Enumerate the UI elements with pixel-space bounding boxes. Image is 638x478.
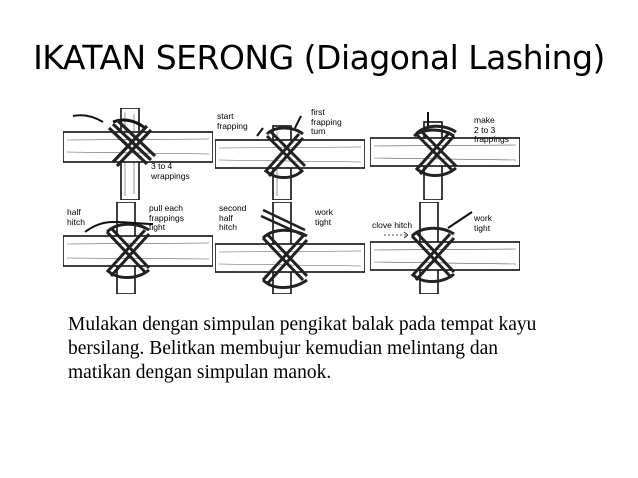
label-second-half-hitch: second half hitch [219,203,247,232]
slide-title: IKATAN SERONG (Diagonal Lashing) [33,38,605,77]
label-work-tight: work tight [315,207,333,227]
lashing-drawing [63,108,213,200]
label-first-frapping-turn: first frapping turn [311,107,342,136]
panel-second-half-hitch [215,202,365,294]
panel-half-hitch [63,202,213,294]
label-3-to-4-wrappings: 3 to 4 wrappings [151,161,190,181]
lashing-drawing [63,202,213,294]
instruction-text: Mulakan dengan simpulan pengikat balak pada tempat kayu bersilang. Belitkan membujur kemudian melintang dan matikan dengan simpulan manok. [68,314,537,383]
label-half-hitch: half hitch [67,207,85,227]
label-work-tight: work tight [474,213,492,233]
panel-start-frapping [215,108,365,200]
label-make-frappings: make 2 to 3 frappings [474,115,509,144]
lashing-drawing [370,202,520,294]
panel-wrappings [63,108,213,200]
label-pull-frappings-tight: pull each frappings tight [149,203,184,232]
label-start-frapping: start frapping [217,111,248,131]
panel-make-frappings [370,108,520,200]
label-clove-hitch: clove hitch [372,220,413,230]
panel-clove-hitch [370,202,520,294]
